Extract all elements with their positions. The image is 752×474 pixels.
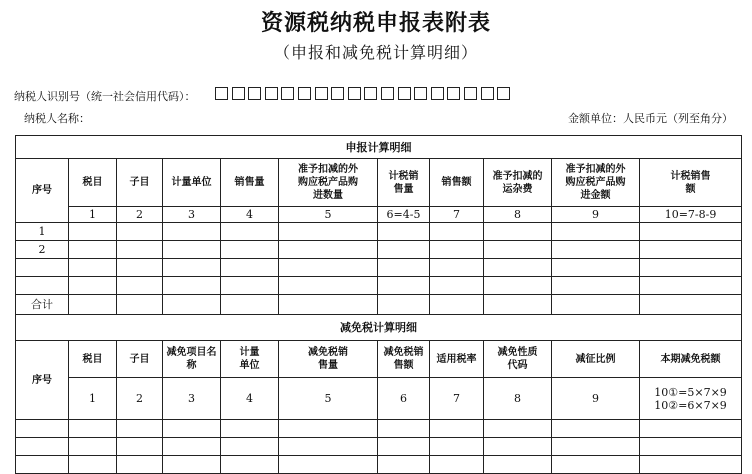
- data-cell[interactable]: [552, 456, 640, 474]
- header-text: 额: [685, 183, 696, 195]
- id-char-box[interactable]: [381, 87, 394, 100]
- data-cell[interactable]: [163, 438, 221, 456]
- data-cell[interactable]: [69, 420, 117, 438]
- data-cell[interactable]: [430, 420, 484, 438]
- column-header: [163, 159, 221, 207]
- header-text: 售量: [393, 183, 414, 195]
- data-cell[interactable]: [430, 223, 484, 241]
- header-text: 减征比例: [575, 353, 616, 365]
- data-cell[interactable]: [552, 277, 640, 295]
- id-char-box[interactable]: [232, 87, 245, 100]
- header-text: 减免性质: [497, 347, 538, 358]
- data-cell[interactable]: [430, 277, 484, 295]
- data-cell[interactable]: [69, 438, 117, 456]
- taxpayer-id-label: 纳税人识别号（统一社会信用代码）：: [14, 90, 196, 103]
- id-char-box[interactable]: [364, 87, 377, 100]
- header-text: 子目: [129, 177, 150, 188]
- column-header: [279, 159, 378, 207]
- header-text: 销售额: [441, 177, 472, 188]
- data-cell[interactable]: [221, 438, 279, 456]
- id-char-box[interactable]: [481, 87, 494, 100]
- data-cell[interactable]: [279, 438, 378, 456]
- data-cell[interactable]: [221, 456, 279, 474]
- data-cell[interactable]: [640, 456, 742, 474]
- header-text: 计税销: [388, 170, 419, 182]
- data-cell[interactable]: [163, 259, 221, 277]
- header-text: 进数量: [313, 190, 343, 201]
- header-text: 10①=5×7×9: [654, 385, 727, 399]
- data-cell[interactable]: [279, 223, 378, 241]
- section-header-row: [16, 136, 742, 159]
- data-cell[interactable]: [279, 420, 378, 438]
- data-cell[interactable]: [484, 241, 552, 259]
- column-number: 1: [69, 207, 117, 223]
- data-cell[interactable]: [221, 277, 279, 295]
- column-header: [221, 159, 279, 207]
- column-number: 8: [484, 378, 552, 420]
- header-text: 税目: [82, 353, 103, 365]
- column-number: 4: [221, 378, 279, 420]
- data-cell[interactable]: [117, 241, 163, 259]
- data-cell[interactable]: [279, 456, 378, 474]
- data-cell[interactable]: [221, 420, 279, 438]
- data-cell[interactable]: [117, 438, 163, 456]
- data-cell[interactable]: [163, 241, 221, 259]
- header-text: 售额: [393, 360, 414, 371]
- id-char-box[interactable]: [298, 87, 311, 100]
- column-number: 5: [279, 378, 378, 420]
- exemption-data-row: [16, 420, 742, 438]
- exemption-data-row: [16, 456, 742, 474]
- data-cell[interactable]: [640, 259, 742, 277]
- data-cell[interactable]: [279, 277, 378, 295]
- column-number: 9: [552, 378, 640, 420]
- data-cell[interactable]: [163, 223, 221, 241]
- total-cell[interactable]: [221, 295, 279, 315]
- column-header: [552, 159, 640, 207]
- header-text: 销售量: [234, 177, 265, 188]
- header-text: 单位: [239, 360, 260, 371]
- header-text: 子目: [129, 353, 150, 365]
- id-char-box[interactable]: [281, 87, 294, 100]
- row-number: 1: [16, 223, 69, 241]
- id-char-box[interactable]: [464, 87, 477, 100]
- column-header: [430, 159, 484, 207]
- data-cell[interactable]: [640, 420, 742, 438]
- data-cell[interactable]: [484, 420, 552, 438]
- row-number: 2: [16, 241, 69, 259]
- column-number: 8: [484, 207, 552, 223]
- declaration-total-row: [16, 295, 742, 315]
- data-cell[interactable]: [163, 456, 221, 474]
- data-cell[interactable]: [640, 438, 742, 456]
- resource-tax-table: [15, 135, 742, 474]
- header-text: 适用税率: [436, 353, 477, 365]
- column-header: [378, 159, 430, 207]
- declaration-data-row: [16, 259, 742, 277]
- data-cell[interactable]: [430, 456, 484, 474]
- data-cell[interactable]: [378, 277, 430, 295]
- data-cell[interactable]: [69, 277, 117, 295]
- data-cell[interactable]: [221, 241, 279, 259]
- header-text: 准予扣减的外: [565, 164, 626, 175]
- column-number: 3: [163, 207, 221, 223]
- data-cell[interactable]: [117, 277, 163, 295]
- data-cell[interactable]: [16, 420, 69, 438]
- data-cell[interactable]: [117, 420, 163, 438]
- column-header: [69, 341, 117, 378]
- header-text: 代码: [507, 360, 528, 371]
- data-cell[interactable]: [430, 438, 484, 456]
- column-header: [552, 341, 640, 378]
- header-text: 本期减免税额: [660, 353, 721, 365]
- data-cell[interactable]: [430, 259, 484, 277]
- column-number: 3: [163, 378, 221, 420]
- id-char-box[interactable]: [447, 87, 460, 100]
- data-cell[interactable]: [117, 223, 163, 241]
- header-text: 准予扣减的外: [298, 164, 358, 175]
- data-cell[interactable]: [552, 241, 640, 259]
- header-text: 计税销售: [670, 170, 711, 182]
- currency-note: 金额单位：人民币元（列至角分）: [568, 112, 733, 125]
- data-cell[interactable]: [221, 223, 279, 241]
- form-title: 资源税纳税申报表附表: [260, 11, 491, 36]
- total-cell[interactable]: [279, 295, 378, 315]
- header-text: 10②=6×7×9: [654, 398, 727, 412]
- data-cell[interactable]: [69, 456, 117, 474]
- data-cell[interactable]: [163, 277, 221, 295]
- data-cell[interactable]: [117, 259, 163, 277]
- header-text: 准予扣减的: [492, 170, 543, 182]
- header-text: 减免项目名称: [166, 347, 217, 371]
- data-cell[interactable]: [484, 438, 552, 456]
- column-number: 2: [117, 207, 163, 223]
- id-char-box[interactable]: [248, 87, 261, 100]
- header-text: 购应税产品购: [298, 177, 358, 188]
- column-header: [378, 341, 430, 378]
- taxpayer-id-boxes[interactable]: [215, 87, 514, 100]
- header-text: 运杂费: [502, 183, 533, 195]
- data-cell[interactable]: [163, 420, 221, 438]
- data-cell[interactable]: [69, 223, 117, 241]
- column-header: [484, 341, 552, 378]
- taxpayer-name-label: 纳税人名称：: [24, 112, 90, 125]
- column-number: 2: [117, 378, 163, 420]
- id-char-box[interactable]: [331, 87, 344, 100]
- id-char-box[interactable]: [398, 87, 411, 100]
- id-char-box[interactable]: [215, 87, 228, 100]
- total-cell[interactable]: [163, 295, 221, 315]
- data-cell[interactable]: [378, 456, 430, 474]
- id-char-box[interactable]: [265, 87, 278, 100]
- declaration-data-row: [16, 277, 742, 295]
- total-cell[interactable]: [552, 295, 640, 315]
- data-cell[interactable]: [378, 223, 430, 241]
- data-cell[interactable]: [484, 223, 552, 241]
- data-cell[interactable]: [640, 277, 742, 295]
- header-text: 减免税销: [308, 347, 348, 358]
- data-cell[interactable]: [552, 223, 640, 241]
- header-text: 进金额: [580, 190, 611, 201]
- header-text: 减免税销: [383, 347, 424, 358]
- header-row: [16, 341, 742, 378]
- header-text: 购应税产品购: [565, 177, 626, 188]
- id-char-box[interactable]: [414, 87, 427, 100]
- total-cell[interactable]: [378, 295, 430, 315]
- data-cell[interactable]: [69, 259, 117, 277]
- seq-header: 序号: [16, 159, 69, 223]
- exemption-data-row: [16, 438, 742, 456]
- column-number: 6=4-5: [378, 207, 430, 223]
- id-char-box[interactable]: [348, 87, 361, 100]
- data-cell[interactable]: [378, 438, 430, 456]
- row-number: [16, 277, 69, 295]
- seq-header: 序号: [16, 341, 69, 420]
- total-label: 合计: [16, 295, 69, 315]
- data-cell[interactable]: [378, 241, 430, 259]
- data-cell[interactable]: [378, 259, 430, 277]
- column-number: 10=7-8-9: [640, 207, 742, 223]
- total-cell[interactable]: [430, 295, 484, 315]
- column-header: [640, 159, 742, 207]
- header-text: 税目: [82, 177, 103, 188]
- declaration-data-row: [16, 241, 742, 259]
- data-cell[interactable]: [16, 456, 69, 474]
- header-row: [16, 159, 742, 207]
- header-text: 售量: [318, 360, 338, 371]
- section-header-row: [16, 315, 742, 341]
- data-cell[interactable]: [484, 259, 552, 277]
- column-header: [430, 341, 484, 378]
- id-char-box[interactable]: [497, 87, 510, 100]
- data-cell[interactable]: [484, 456, 552, 474]
- column-number: 7: [430, 378, 484, 420]
- column-header: [163, 341, 221, 378]
- data-cell[interactable]: [484, 277, 552, 295]
- data-cell[interactable]: [552, 259, 640, 277]
- data-cell[interactable]: [221, 259, 279, 277]
- exemption-section-title: 减免税计算明细: [16, 315, 742, 341]
- id-char-box[interactable]: [315, 87, 328, 100]
- header-text: 计量单位: [171, 177, 212, 188]
- form-subtitle: （申报和减免税计算明细）: [273, 43, 478, 62]
- header-text: 计量: [239, 347, 260, 358]
- column-header: [484, 159, 552, 207]
- data-cell[interactable]: [69, 241, 117, 259]
- data-cell[interactable]: [552, 438, 640, 456]
- total-cell[interactable]: [484, 295, 552, 315]
- column-number: 7: [430, 207, 484, 223]
- row-number: [16, 259, 69, 277]
- data-cell[interactable]: [117, 456, 163, 474]
- column-header: [117, 159, 163, 207]
- column-number: 5: [279, 207, 378, 223]
- column-number-row: [16, 207, 742, 223]
- data-cell[interactable]: [552, 420, 640, 438]
- column-number: 4: [221, 207, 279, 223]
- column-header: [640, 341, 742, 378]
- data-cell[interactable]: [279, 259, 378, 277]
- column-header: [69, 159, 117, 207]
- data-cell[interactable]: [640, 241, 742, 259]
- data-cell[interactable]: [279, 241, 378, 259]
- column-header: [117, 341, 163, 378]
- column-number: 1: [69, 378, 117, 420]
- column-number-row: [16, 378, 742, 420]
- id-char-box[interactable]: [431, 87, 444, 100]
- data-cell[interactable]: [378, 420, 430, 438]
- total-cell[interactable]: [640, 295, 742, 315]
- total-cell[interactable]: [117, 295, 163, 315]
- data-cell[interactable]: [430, 241, 484, 259]
- column-header: [221, 341, 279, 378]
- column-header: [279, 341, 378, 378]
- data-cell[interactable]: [640, 223, 742, 241]
- column-number: 9: [552, 207, 640, 223]
- total-cell[interactable]: [69, 295, 117, 315]
- column-number: 6: [378, 378, 430, 420]
- data-cell[interactable]: [16, 438, 69, 456]
- exemption-amount-formula: [640, 378, 742, 420]
- declaration-section-title: 申报计算明细: [16, 136, 742, 159]
- declaration-data-row: [16, 223, 742, 241]
